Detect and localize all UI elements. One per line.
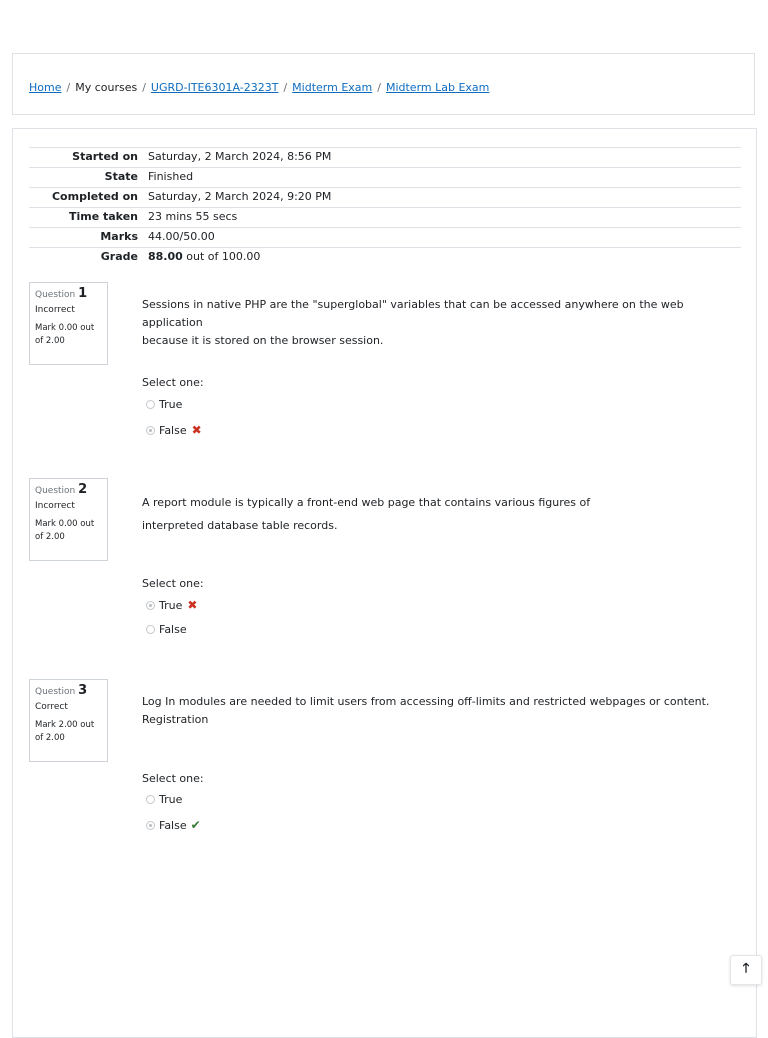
breadcrumb-separator: / xyxy=(142,81,146,94)
question-label: Question xyxy=(35,290,76,300)
select-one-prompt: Select one: xyxy=(142,376,204,389)
breadcrumb-section-link[interactable]: Midterm Exam xyxy=(292,81,373,94)
option-label: False xyxy=(159,423,187,437)
option-label: True xyxy=(159,398,183,411)
summary-row-completed xyxy=(29,188,741,208)
option-label: False xyxy=(159,623,187,636)
question-text xyxy=(142,296,722,350)
quiz-review-card xyxy=(12,128,757,1038)
question-number: 1 xyxy=(78,286,88,301)
summary-label: Time taken xyxy=(68,210,138,223)
answer-option-true[interactable] xyxy=(146,793,182,806)
question-state: Incorrect xyxy=(35,305,75,315)
question-mark: Mark 0.00 out of 2.00 xyxy=(35,323,95,346)
grade-out-of: out of 100.00 xyxy=(182,250,261,263)
question-state: Incorrect xyxy=(35,501,75,511)
answer-option-false[interactable] xyxy=(146,423,202,437)
summary-row-marks xyxy=(29,228,741,248)
summary-label: Started on xyxy=(72,150,138,163)
question-text-line: Registration xyxy=(142,713,209,726)
question-number: 2 xyxy=(78,482,88,497)
question-info-box xyxy=(29,679,108,762)
times-icon: ✖ xyxy=(191,423,202,437)
radio-button-selected[interactable] xyxy=(146,821,155,830)
answer-option-true[interactable] xyxy=(146,398,182,411)
question-info-box xyxy=(29,478,108,561)
question-number: 3 xyxy=(78,683,88,698)
question-label: Question xyxy=(35,687,76,697)
question-state: Correct xyxy=(35,702,68,712)
radio-button[interactable] xyxy=(146,795,155,804)
question-text-line: A report module is typically a front-end web page that contains various figures of xyxy=(142,496,591,509)
summary-row-time-taken xyxy=(29,208,741,228)
breadcrumb-my-courses: My courses xyxy=(75,81,138,94)
breadcrumb-activity-link[interactable]: Midterm Lab Exam xyxy=(385,81,490,94)
summary-label: Completed on xyxy=(51,190,138,203)
answer-option-false[interactable] xyxy=(146,623,187,636)
summary-row-state xyxy=(29,168,741,188)
summary-row-grade xyxy=(29,248,741,268)
summary-value xyxy=(144,248,741,268)
question-text-line: because it is stored on the browser session. xyxy=(142,334,384,347)
breadcrumb-bar xyxy=(12,53,755,115)
question-text-line: Log In modules are needed to limit users from accessing off-limits and restricted webpages or content. xyxy=(142,695,710,708)
radio-button[interactable] xyxy=(146,625,155,634)
question-mark: Mark 0.00 out of 2.00 xyxy=(35,519,95,542)
summary-value: Saturday, 2 March 2024, 8:56 PM xyxy=(148,150,332,163)
answer-option-true[interactable] xyxy=(146,598,197,612)
radio-button-selected[interactable] xyxy=(146,601,155,610)
option-label: True xyxy=(159,793,183,806)
summary-row-started xyxy=(29,148,741,168)
question-text-line: Sessions in native PHP are the "superglobal" variables that can be accessed anywhere on the web application xyxy=(142,298,684,329)
radio-button-selected[interactable] xyxy=(146,426,155,435)
breadcrumb-separator: / xyxy=(377,81,381,94)
select-one-prompt: Select one: xyxy=(142,577,204,590)
summary-value: 44.00/50.00 xyxy=(148,230,215,243)
option-label: True xyxy=(159,598,183,612)
check-icon: ✔ xyxy=(190,818,201,832)
grade-value: 88.00 xyxy=(148,250,183,263)
question-text xyxy=(142,693,722,729)
arrow-up-icon: 🡑 xyxy=(742,961,750,976)
summary-label: Grade xyxy=(100,250,138,263)
breadcrumb-separator: / xyxy=(66,81,71,94)
attempt-summary-table xyxy=(29,147,741,267)
summary-label: Marks xyxy=(100,230,138,243)
times-icon: ✖ xyxy=(187,598,198,612)
breadcrumb-home-link[interactable]: Home xyxy=(29,81,62,94)
question-label: Question xyxy=(35,486,76,496)
select-one-prompt: Select one: xyxy=(142,772,204,785)
breadcrumb-course-link[interactable]: UGRD-ITE6301A-2323T xyxy=(150,81,279,94)
summary-value: 23 mins 55 secs xyxy=(148,210,238,223)
summary-value: Finished xyxy=(148,170,194,183)
question-info-box xyxy=(29,282,108,365)
question-text-line: interpreted database table records. xyxy=(142,519,338,532)
summary-value: Saturday, 2 March 2024, 9:20 PM xyxy=(148,190,332,203)
breadcrumb-separator: / xyxy=(283,81,288,94)
answer-option-false[interactable] xyxy=(146,818,201,832)
back-to-top-button[interactable] xyxy=(730,955,762,985)
option-label: False xyxy=(159,818,187,832)
breadcrumb xyxy=(29,81,489,94)
question-mark: Mark 2.00 out of 2.00 xyxy=(35,720,95,743)
radio-button[interactable] xyxy=(146,400,155,409)
question-text xyxy=(142,491,722,537)
summary-label: State xyxy=(104,170,138,183)
